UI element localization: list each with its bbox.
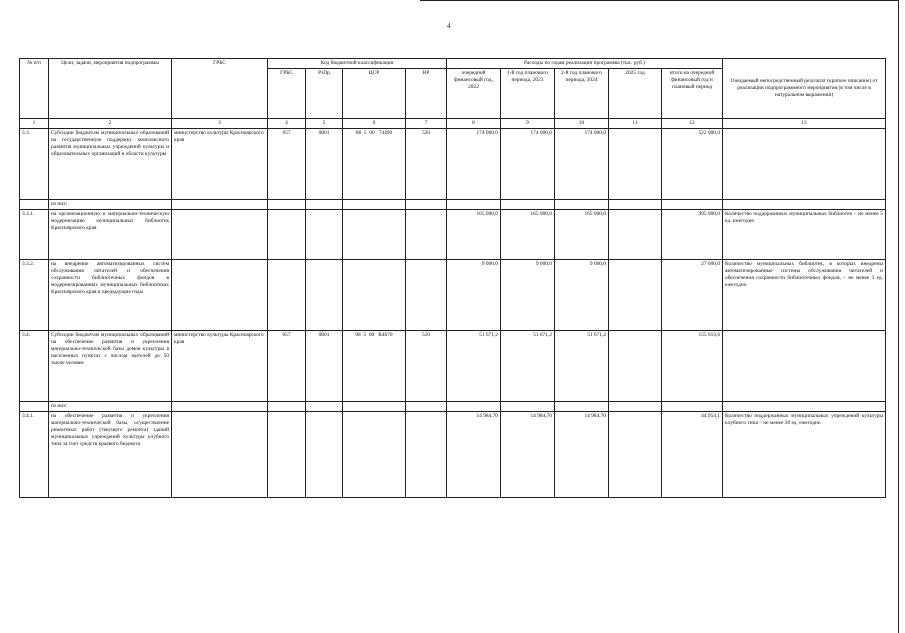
scan-right-edge [898,0,899,633]
row-amount-2023: 51 671,2 [501,331,555,402]
header-sub-2024: 2-й год планового периода, 2024 [555,69,609,119]
row-name: на организационную и материально-техническую модернизацию муниципальных библиотек Красноярского края [49,210,172,260]
table-row [20,402,886,412]
row-rzpr-code [306,210,343,260]
row-vr-code [406,402,447,412]
row-grbs-name [172,200,268,210]
column-number: 12 [662,119,723,129]
table-row [20,260,886,331]
column-number: 2 [49,119,172,129]
header-sub-csr: ЦСР [343,69,406,119]
row-amount-total [662,200,723,210]
row-csr-code [343,402,406,412]
row-amount-2023: 14 984,70 [501,412,555,498]
row-no: 3.4. [20,331,49,402]
table-row [20,331,886,402]
row-name: Субсидии бюджетам муниципальных образований на обеспечение развития и укрепления материально-технической базы домов культуры в населенных пунктах с числом жителей до 50 тысяч человек [49,331,172,402]
header-sub-2025: 2025 год [609,69,662,119]
row-amount-total: 522 000,0 [662,129,723,200]
column-number: 8 [447,119,501,129]
row-amount-2024: 51 671,2 [555,331,609,402]
page-number: 4 [447,22,451,30]
column-number: 1 [20,119,49,129]
row-amount-2023: 165 000,0 [501,210,555,260]
header-sub-rzpr: РзПр [306,69,343,119]
row-amount-total: 27 000,0 [662,260,723,331]
row-amount-2024: 174 000,0 [555,129,609,200]
row-csr-code [343,260,406,331]
row-no: 3.3. [20,129,49,200]
row-no: 3.4.1. [20,412,49,498]
row-amount-2023 [501,402,555,412]
row-amount-total: 495 000,0 [662,210,723,260]
row-amount-2022: 51 671,2 [447,331,501,402]
row-amount-2023: 9 000,0 [501,260,555,331]
row-result: Количество поддержанных муниципальных библиотек – не менее 5 ед. ежегодно [723,210,886,260]
table-row [20,210,886,260]
row-name: из них: [49,402,172,412]
column-number: 5 [306,119,343,129]
column-number: 13 [723,119,886,129]
row-vr-code: 520 [406,331,447,402]
row-grbs-code [268,210,306,260]
column-number: 3 [172,119,268,129]
row-vr-code [406,260,447,331]
row-amount-2022: 165 000,0 [447,210,501,260]
table-row [20,129,886,200]
row-result [723,200,886,210]
header-sub-2023: 1-й год планового периода, 2023 [501,69,555,119]
row-no: 3.3.1. [20,210,49,260]
row-amount-2022: 174 000,0 [447,129,501,200]
row-amount-2022 [447,200,501,210]
header-goals: Цели, задачи, мероприятия подпрограммы [49,59,172,119]
column-number: 10 [555,119,609,129]
row-amount-2022: 14 984,70 [447,412,501,498]
row-rzpr-code [306,402,343,412]
row-grbs-code [268,412,306,498]
table-row [20,412,886,498]
column-number: 4 [268,119,306,129]
row-vr-code [406,412,447,498]
row-result [723,129,886,200]
column-number: 7 [406,119,447,129]
row-csr-code [343,200,406,210]
row-rzpr-code: 0801 [306,129,343,200]
column-number-row [20,119,886,129]
row-amount-2024: 9 000,0 [555,260,609,331]
row-amount-total: 44 954,1 [662,412,723,498]
row-amount-2023: 174 000,0 [501,129,555,200]
row-amount-2025 [609,129,662,200]
row-no [20,200,49,210]
row-vr-code [406,210,447,260]
row-csr-code: 08 5 00 R4670 [343,331,406,402]
row-name: Субсидии бюджетам муниципальных образований на государственную поддержку комплексного развития муниципальных учреждений культуры и образовательных организаций в области культуры [49,129,172,200]
row-amount-2022 [447,402,501,412]
scan-top-edge [420,0,898,1]
row-amount-2024 [555,402,609,412]
row-amount-2024 [555,200,609,210]
row-amount-2024: 14 984,70 [555,412,609,498]
row-csr-code [343,412,406,498]
column-number: 11 [609,119,662,129]
row-grbs-name: министерство культуры Красноярского края [172,129,268,200]
row-amount-2025 [609,200,662,210]
column-number: 6 [343,119,406,129]
header-budget-code: Код бюджетной классификации [268,59,447,69]
row-rzpr-code [306,412,343,498]
row-vr-code [406,200,447,210]
header-expenses: Расходы по годам реализации программы (тыс. руб.) [447,59,723,69]
row-grbs-code: 057 [268,331,306,402]
header-sub-vr: ВР [406,69,447,119]
header-sub-grbs: ГРБС [268,69,306,119]
row-rzpr-code [306,260,343,331]
row-csr-code [343,210,406,260]
row-grbs-code [268,402,306,412]
row-amount-2025 [609,260,662,331]
table-body [20,129,886,498]
row-amount-2025 [609,412,662,498]
row-amount-2025 [609,331,662,402]
row-grbs-code [268,200,306,210]
row-result: Количество поддержанных муниципальных учреждений культуры клубного типа – не менее 30 ед. ежегодно [723,412,886,498]
row-no [20,402,49,412]
header-sub-2022: очередной финансовый год, 2022 [447,69,501,119]
row-rzpr-code: 0801 [306,331,343,402]
row-no: 3.3.2. [20,260,49,331]
row-grbs-name [172,210,268,260]
table-row [20,200,886,210]
row-amount-2023 [501,200,555,210]
row-amount-2025 [609,210,662,260]
row-rzpr-code [306,200,343,210]
header-sub-total: итого на очередной финансовый год и плановый период [662,69,723,119]
row-grbs-name [172,412,268,498]
row-grbs-name: министерство культуры Красноярского края [172,331,268,402]
row-amount-2022: 9 000,0 [447,260,501,331]
row-csr-code: 08 5 00 74490 [343,129,406,200]
row-amount-2024: 165 000,0 [555,210,609,260]
row-name: на внедрение автоматизированных систем обслуживания читателей и обеспечения сохранности библиотечных фондов в модернизированных муниципальных библиотеках Красноярского края в предыдущие годы [49,260,172,331]
row-vr-code: 520 [406,129,447,200]
row-grbs-name [172,260,268,331]
row-result: Количество муниципальных библиотек, в которых внедрены автоматизированные системы обслуживания читателей и обеспечения сохранности библиотечных фондов, – не менее 3 ед. ежегодно [723,260,886,331]
column-number: 9 [501,119,555,129]
row-grbs-code: 057 [268,129,306,200]
row-result [723,331,886,402]
row-name: из них: [49,200,172,210]
header-result: Ожидаемый непосредственный результат (краткое описание) от реализации подпрограммного мероприятия (в том числе в натуральном выражении) [723,59,886,119]
row-amount-total [662,402,723,412]
header-row-1 [20,59,886,69]
row-result [723,402,886,412]
row-amount-2025 [609,402,662,412]
program-expenses-table [19,58,886,498]
row-amount-total: 155 013,6 [662,331,723,402]
row-grbs-name [172,402,268,412]
header-no: № п/п [20,59,49,119]
row-name: на обеспечение развития и укрепления материально-технической базы, осуществление ремонтных работ (текущего ремонта) зданий муниципальных учреждений культуры клубного типа за счет средств краевого бюджета [49,412,172,498]
header-grbs: ГРБС [172,59,268,119]
row-grbs-code [268,260,306,331]
